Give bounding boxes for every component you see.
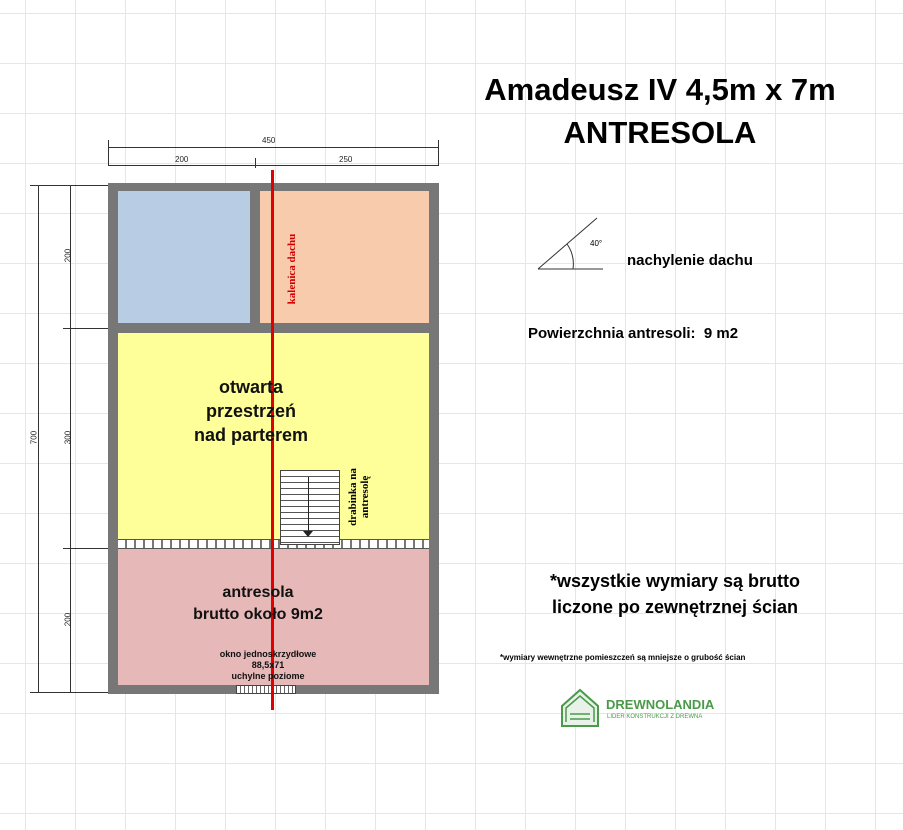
title-line-1: Amadeusz IV 4,5m x 7m bbox=[484, 72, 836, 107]
mezzanine-area-text: Powierzchnia antresoli: 9 m2 bbox=[528, 325, 739, 342]
ridge-label: kalenica dachu bbox=[286, 233, 298, 305]
dimension-width-right: 250 bbox=[339, 155, 353, 164]
note-small: *wymiary wewnętrzne pomieszczeń są mniejsze o grubość ścian bbox=[500, 653, 746, 662]
window-label: okno jednoskrzydłowe 88,5x71 uchylne poziome bbox=[219, 649, 317, 681]
dimension-height-top: 200 bbox=[63, 248, 73, 263]
open-space-label: otwarta przestrzeń nad parterem bbox=[193, 377, 309, 445]
note-line-2: liczone po zewnętrznej ścian bbox=[551, 597, 799, 617]
ladder-label: drabinka na antresolę bbox=[347, 468, 371, 526]
room-blue bbox=[118, 191, 250, 323]
logo-name: DREWNOLANDIA bbox=[606, 697, 715, 712]
mezzanine-label: antresola brutto około 9m2 bbox=[193, 584, 323, 623]
dimension-height-mid: 300 bbox=[63, 430, 73, 445]
ladder bbox=[280, 470, 340, 545]
window bbox=[236, 685, 296, 694]
logo bbox=[560, 688, 750, 728]
logo-tagline: LIDER KONSTRUKCJI Z DREWNA bbox=[607, 714, 703, 720]
dimension-total-height: 700 bbox=[29, 430, 39, 445]
roof-angle-value: 40° bbox=[590, 239, 603, 248]
dimension-height-bottom: 200 bbox=[63, 612, 73, 627]
roof-pitch-label: nachylenie dachu bbox=[627, 252, 753, 269]
note-line-1: *wszystkie wymiary są brutto bbox=[549, 571, 801, 591]
dimension-total-width: 450 bbox=[262, 136, 276, 145]
logo-house-icon bbox=[560, 688, 600, 728]
dimension-width-left: 200 bbox=[175, 155, 189, 164]
title-line-2: ANTRESOLA bbox=[563, 115, 757, 150]
